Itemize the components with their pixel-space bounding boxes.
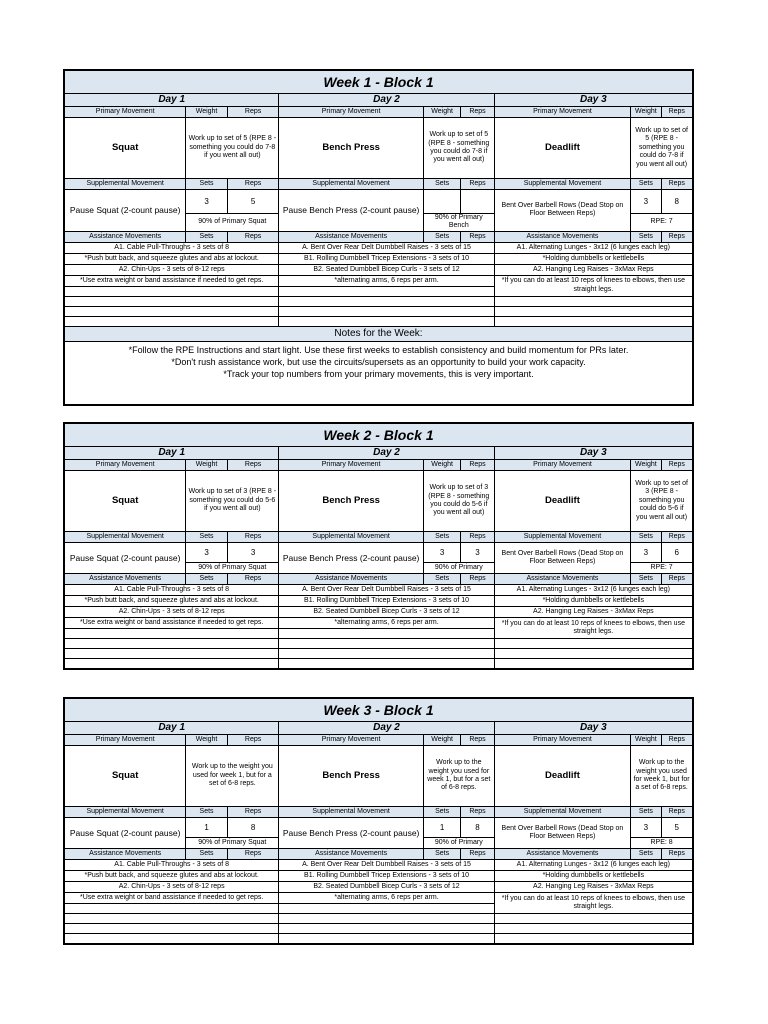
column-header: Sets (186, 179, 227, 190)
column-header: Sets (631, 532, 661, 543)
column-header: Sets (186, 807, 227, 818)
column-header: Supplemental Movement (65, 532, 186, 543)
blank-cell (279, 659, 494, 669)
assistance-line: A. Bent Over Rear Delt Dumbbell Raises - 3 sets of 15 (279, 242, 494, 253)
column-header: Assistance Movements (494, 849, 631, 860)
column-header: Supplemental Movement (494, 807, 631, 818)
assistance-line: *Holding dumbbells or kettlebells (494, 253, 692, 264)
sets-value: 1 (186, 818, 227, 838)
column-header: Reps (461, 460, 494, 471)
primary-movement: Deadlift (494, 118, 631, 179)
reps-value: 6 (661, 543, 692, 563)
reps-value: 3 (461, 543, 494, 563)
blank-cell (494, 649, 692, 659)
column-header: Primary Movement (65, 107, 186, 118)
blank-cell (494, 316, 692, 326)
blank-cell (65, 904, 279, 914)
column-header: Sets (631, 807, 661, 818)
day-label: Day 1 (65, 447, 279, 460)
assistance-line: B1. Rolling Dumbbell Tricep Extensions - 3 sets of 10 (279, 596, 494, 607)
column-header: Reps (661, 460, 692, 471)
assistance-line: A2. Chin-Ups - 3 sets of 8-12 reps (65, 264, 279, 275)
column-header: Assistance Movements (279, 574, 424, 585)
assistance-line: A. Bent Over Rear Delt Dumbbell Raises - 3 sets of 15 (279, 860, 494, 871)
column-header: Assistance Movements (279, 231, 424, 242)
assistance-line: A1. Alternating Lunges - 3x12 (6 lunges each leg) (494, 860, 692, 871)
column-header: Sets (423, 574, 460, 585)
assistance-line: B2. Seated Dumbbell Bicep Curls - 3 sets of 12 (279, 264, 494, 275)
assistance-line: *Holding dumbbells or kettlebells (494, 871, 692, 882)
column-header: Weight (423, 460, 460, 471)
blank-cell (65, 316, 279, 326)
blank-cell (279, 639, 494, 649)
week-2-table (63, 422, 694, 670)
column-header: Reps (227, 849, 279, 860)
reps-value: 5 (227, 190, 279, 214)
sets-value: 3 (186, 543, 227, 563)
blank-cell (494, 914, 692, 924)
column-header: Sets (423, 532, 460, 543)
column-header: Assistance Movements (494, 574, 631, 585)
blank-cell (279, 904, 494, 914)
primary-movement: Squat (65, 746, 186, 807)
sets-value (423, 190, 460, 214)
blank-cell (65, 296, 279, 306)
column-header: Sets (186, 532, 227, 543)
sets-value: 3 (186, 190, 227, 214)
assistance-line: *Holding dumbbells or kettlebells (494, 596, 692, 607)
column-header: Assistance Movements (65, 231, 186, 242)
column-header: Primary Movement (279, 107, 424, 118)
column-header: Reps (227, 532, 279, 543)
column-header: Reps (461, 807, 494, 818)
reps-value: 5 (661, 818, 692, 838)
supplemental-movement: Bent Over Barbell Rows (Dead Stop on Floor Between Reps) (494, 818, 631, 849)
blank-cell (279, 286, 494, 296)
column-header: Reps (661, 107, 692, 118)
sets-value: 3 (631, 190, 661, 214)
reps-value: 8 (461, 818, 494, 838)
column-header: Supplemental Movement (65, 807, 186, 818)
blank-cell (494, 934, 692, 944)
blank-cell (279, 316, 494, 326)
supplemental-movement: Bent Over Barbell Rows (Dead Stop on Floor Between Reps) (494, 190, 631, 232)
column-header: Reps (227, 735, 279, 746)
column-header: Reps (661, 574, 692, 585)
blank-cell (65, 914, 279, 924)
sets-value: 3 (423, 543, 460, 563)
reps-value: 8 (661, 190, 692, 214)
column-header: Weight (631, 460, 661, 471)
column-header: Primary Movement (65, 735, 186, 746)
column-header: Sets (631, 179, 661, 190)
column-header: Weight (631, 735, 661, 746)
blank-cell (279, 629, 494, 639)
blank-cell (65, 629, 279, 639)
primary-movement: Bench Press (279, 746, 424, 807)
reps-value: 3 (227, 543, 279, 563)
column-header: Weight (423, 735, 460, 746)
supplemental-note: RPE: 8 (631, 838, 693, 849)
assistance-line: A1. Cable Pull-Throughs - 3 sets of 8 (65, 860, 279, 871)
column-header: Sets (186, 849, 227, 860)
assistance-line: A1. Alternating Lunges - 3x12 (6 lunges each leg) (494, 242, 692, 253)
assistance-line: *Use extra weight or band assistance if needed to get reps. (65, 275, 279, 286)
primary-instructions: Work up to the weight you used for week 1, but for a set of 6-8 reps. (631, 746, 693, 807)
blank-cell (279, 296, 494, 306)
assistance-line: A. Bent Over Rear Delt Dumbbell Raises - 3 sets of 15 (279, 585, 494, 596)
column-header: Primary Movement (279, 460, 424, 471)
assistance-line: B1. Rolling Dumbbell Tricep Extensions - 3 sets of 10 (279, 871, 494, 882)
column-header: Assistance Movements (65, 574, 186, 585)
blank-cell (65, 934, 279, 944)
sets-value: 1 (423, 818, 460, 838)
assistance-line: A2. Hanging Leg Raises - 3xMax Reps (494, 264, 692, 275)
column-header: Sets (631, 849, 661, 860)
blank-cell (494, 639, 692, 649)
assistance-line: B2. Seated Dumbbell Bicep Curls - 3 sets of 12 (279, 882, 494, 893)
assistance-line: A2. Chin-Ups - 3 sets of 8-12 reps (65, 882, 279, 893)
day-label: Day 2 (279, 722, 494, 735)
blank-cell (494, 924, 692, 934)
column-header: Reps (227, 460, 279, 471)
column-header: Reps (661, 231, 692, 242)
blank-cell (279, 914, 494, 924)
note-line: *Don't rush assistance work, but use the circuits/supersets as an opportunity to build your work capacity. (171, 356, 586, 367)
column-header: Reps (461, 107, 494, 118)
assistance-line: *alternating arms, 6 reps per arm. (279, 618, 494, 629)
column-header: Supplemental Movement (65, 179, 186, 190)
column-header: Sets (631, 574, 661, 585)
notes-body (65, 341, 693, 404)
column-header: Reps (661, 735, 692, 746)
assistance-line: *If you can do at least 10 reps of knees to elbows, then use straight legs. (494, 275, 692, 296)
supplemental-note: RPE: 7 (631, 563, 693, 574)
assistance-line: *Push butt back, and squeeze glutes and abs at lockout. (65, 596, 279, 607)
day-label: Day 3 (494, 94, 692, 107)
supplemental-movement: Bent Over Barbell Rows (Dead Stop on Floor Between Reps) (494, 543, 631, 574)
column-header: Reps (661, 179, 692, 190)
column-header: Sets (186, 574, 227, 585)
column-header: Weight (186, 735, 227, 746)
blank-cell (65, 286, 279, 296)
column-header: Sets (423, 807, 460, 818)
column-header: Supplemental Movement (279, 807, 424, 818)
supplemental-movement: Pause Bench Press (2-count pause) (279, 543, 424, 574)
primary-instructions: Work up to set of 5 (RPE 8 - something you could do 7-8 if you went all out) (631, 118, 693, 179)
column-header: Weight (186, 460, 227, 471)
primary-instructions: Work up to the weight you used for week 1, but for a set of 6-8 reps. (186, 746, 279, 807)
column-header: Weight (423, 107, 460, 118)
primary-movement: Deadlift (494, 471, 631, 532)
column-header: Reps (661, 849, 692, 860)
column-header: Reps (461, 849, 494, 860)
primary-movement: Bench Press (279, 118, 424, 179)
notes-title: Notes for the Week: (65, 326, 693, 341)
primary-instructions: Work up to set of 3 (RPE 8 - something you could do 5-6 if you went all out) (423, 471, 494, 532)
reps-value: 8 (227, 818, 279, 838)
assistance-line: A2. Hanging Leg Raises - 3xMax Reps (494, 882, 692, 893)
blank-cell (279, 934, 494, 944)
column-header: Reps (461, 574, 494, 585)
primary-movement: Bench Press (279, 471, 424, 532)
primary-instructions: Work up to set of 5 (RPE 8 - something you could do 7-8 if you went all out) (423, 118, 494, 179)
assistance-line: *alternating arms, 6 reps per arm. (279, 275, 494, 286)
column-header: Sets (423, 179, 460, 190)
assistance-line: A2. Chin-Ups - 3 sets of 8-12 reps (65, 607, 279, 618)
column-header: Reps (227, 107, 279, 118)
day-label: Day 2 (279, 447, 494, 460)
blank-cell (494, 306, 692, 316)
assistance-line: A2. Hanging Leg Raises - 3xMax Reps (494, 607, 692, 618)
column-header: Sets (631, 231, 661, 242)
day-label: Day 2 (279, 94, 494, 107)
sets-value: 3 (631, 818, 661, 838)
assistance-line: *Use extra weight or band assistance if needed to get reps. (65, 618, 279, 629)
column-header: Reps (227, 807, 279, 818)
column-header: Sets (423, 849, 460, 860)
column-header: Reps (461, 532, 494, 543)
blank-cell (279, 649, 494, 659)
blank-cell (279, 306, 494, 316)
assistance-line: *If you can do at least 10 reps of knees to elbows, then use straight legs. (494, 893, 692, 914)
assistance-line: B2. Seated Dumbbell Bicep Curls - 3 sets of 12 (279, 607, 494, 618)
blank-cell (494, 659, 692, 669)
column-header: Primary Movement (494, 735, 631, 746)
column-header: Primary Movement (494, 460, 631, 471)
column-header: Supplemental Movement (494, 179, 631, 190)
column-header: Primary Movement (65, 460, 186, 471)
assistance-line: A1. Cable Pull-Throughs - 3 sets of 8 (65, 585, 279, 596)
day-label: Day 1 (65, 94, 279, 107)
blank-cell (65, 924, 279, 934)
column-header: Assistance Movements (494, 231, 631, 242)
supplemental-movement: Pause Bench Press (2-count pause) (279, 818, 424, 849)
week-1-table (63, 69, 694, 406)
column-header: Assistance Movements (65, 849, 186, 860)
supplemental-movement: Pause Bench Press (2-count pause) (279, 190, 424, 232)
supplemental-movement: Pause Squat (2-count pause) (65, 543, 186, 574)
column-header: Reps (661, 532, 692, 543)
primary-instructions: Work up to set of 5 (RPE 8 - something you could do 7-8 if you went all out) (186, 118, 279, 179)
assistance-line: A1. Alternating Lunges - 3x12 (6 lunges each leg) (494, 585, 692, 596)
primary-movement: Squat (65, 471, 186, 532)
column-header: Weight (186, 107, 227, 118)
blank-cell (65, 306, 279, 316)
primary-instructions: Work up to the weight you used for week 1, but for a set of 6-8 reps. (423, 746, 494, 807)
blank-cell (65, 639, 279, 649)
blank-cell (65, 659, 279, 669)
column-header: Supplemental Movement (494, 532, 631, 543)
primary-instructions: Work up to set of 3 (RPE 8 - something you could do 5-6 if you went all out) (631, 471, 693, 532)
supplemental-movement: Pause Squat (2-count pause) (65, 190, 186, 232)
assistance-line: *Push butt back, and squeeze glutes and abs at lockout. (65, 871, 279, 882)
supplemental-note: 90% of Primary Bench (423, 214, 494, 232)
note-line: *Track your top numbers from your primary movements, this is very important. (223, 369, 534, 380)
assistance-line: A1. Cable Pull-Throughs - 3 sets of 8 (65, 242, 279, 253)
column-header: Assistance Movements (279, 849, 424, 860)
week-title: Week 1 - Block 1 (65, 71, 693, 94)
supplemental-note: 90% of Primary (423, 838, 494, 849)
assistance-line: *alternating arms, 6 reps per arm. (279, 893, 494, 904)
day-label: Day 1 (65, 722, 279, 735)
column-header: Reps (227, 231, 279, 242)
column-header: Reps (461, 179, 494, 190)
supplemental-movement: Pause Squat (2-count pause) (65, 818, 186, 849)
column-header: Primary Movement (494, 107, 631, 118)
column-header: Sets (423, 231, 460, 242)
column-header: Supplemental Movement (279, 532, 424, 543)
day-label: Day 3 (494, 722, 692, 735)
column-header: Supplemental Movement (279, 179, 424, 190)
week-title: Week 3 - Block 1 (65, 699, 693, 722)
assistance-line: *Push butt back, and squeeze glutes and abs at lockout. (65, 253, 279, 264)
assistance-line: *If you can do at least 10 reps of knees to elbows, then use straight legs. (494, 618, 692, 639)
assistance-line: *Use extra weight or band assistance if needed to get reps. (65, 893, 279, 904)
column-header: Reps (227, 574, 279, 585)
primary-instructions: Work up to set of 3 (RPE 8 - something you could do 5-6 if you went all out) (186, 471, 279, 532)
blank-cell (279, 924, 494, 934)
day-label: Day 3 (494, 447, 692, 460)
column-header: Reps (661, 807, 692, 818)
supplemental-note: 90% of Primary Squat (186, 838, 279, 849)
column-header: Primary Movement (279, 735, 424, 746)
column-header: Reps (461, 231, 494, 242)
note-line: *Follow the RPE Instructions and start light. Use these first weeks to establish consistency and build momentum for PRs later. (128, 344, 629, 355)
primary-movement: Deadlift (494, 746, 631, 807)
week-3-table (63, 697, 694, 945)
assistance-line: B1. Rolling Dumbbell Tricep Extensions - 3 sets of 10 (279, 253, 494, 264)
primary-movement: Squat (65, 118, 186, 179)
sets-value: 3 (631, 543, 661, 563)
blank-cell (65, 649, 279, 659)
column-header: Sets (186, 231, 227, 242)
reps-value (461, 190, 494, 214)
supplemental-note: RPE: 7 (631, 214, 693, 232)
column-header: Weight (631, 107, 661, 118)
column-header: Reps (461, 735, 494, 746)
week-title: Week 2 - Block 1 (65, 424, 693, 447)
supplemental-note: 90% of Primary (423, 563, 494, 574)
supplemental-note: 90% of Primary Squat (186, 214, 279, 232)
supplemental-note: 90% of Primary Squat (186, 563, 279, 574)
column-header: Reps (227, 179, 279, 190)
blank-cell (494, 296, 692, 306)
